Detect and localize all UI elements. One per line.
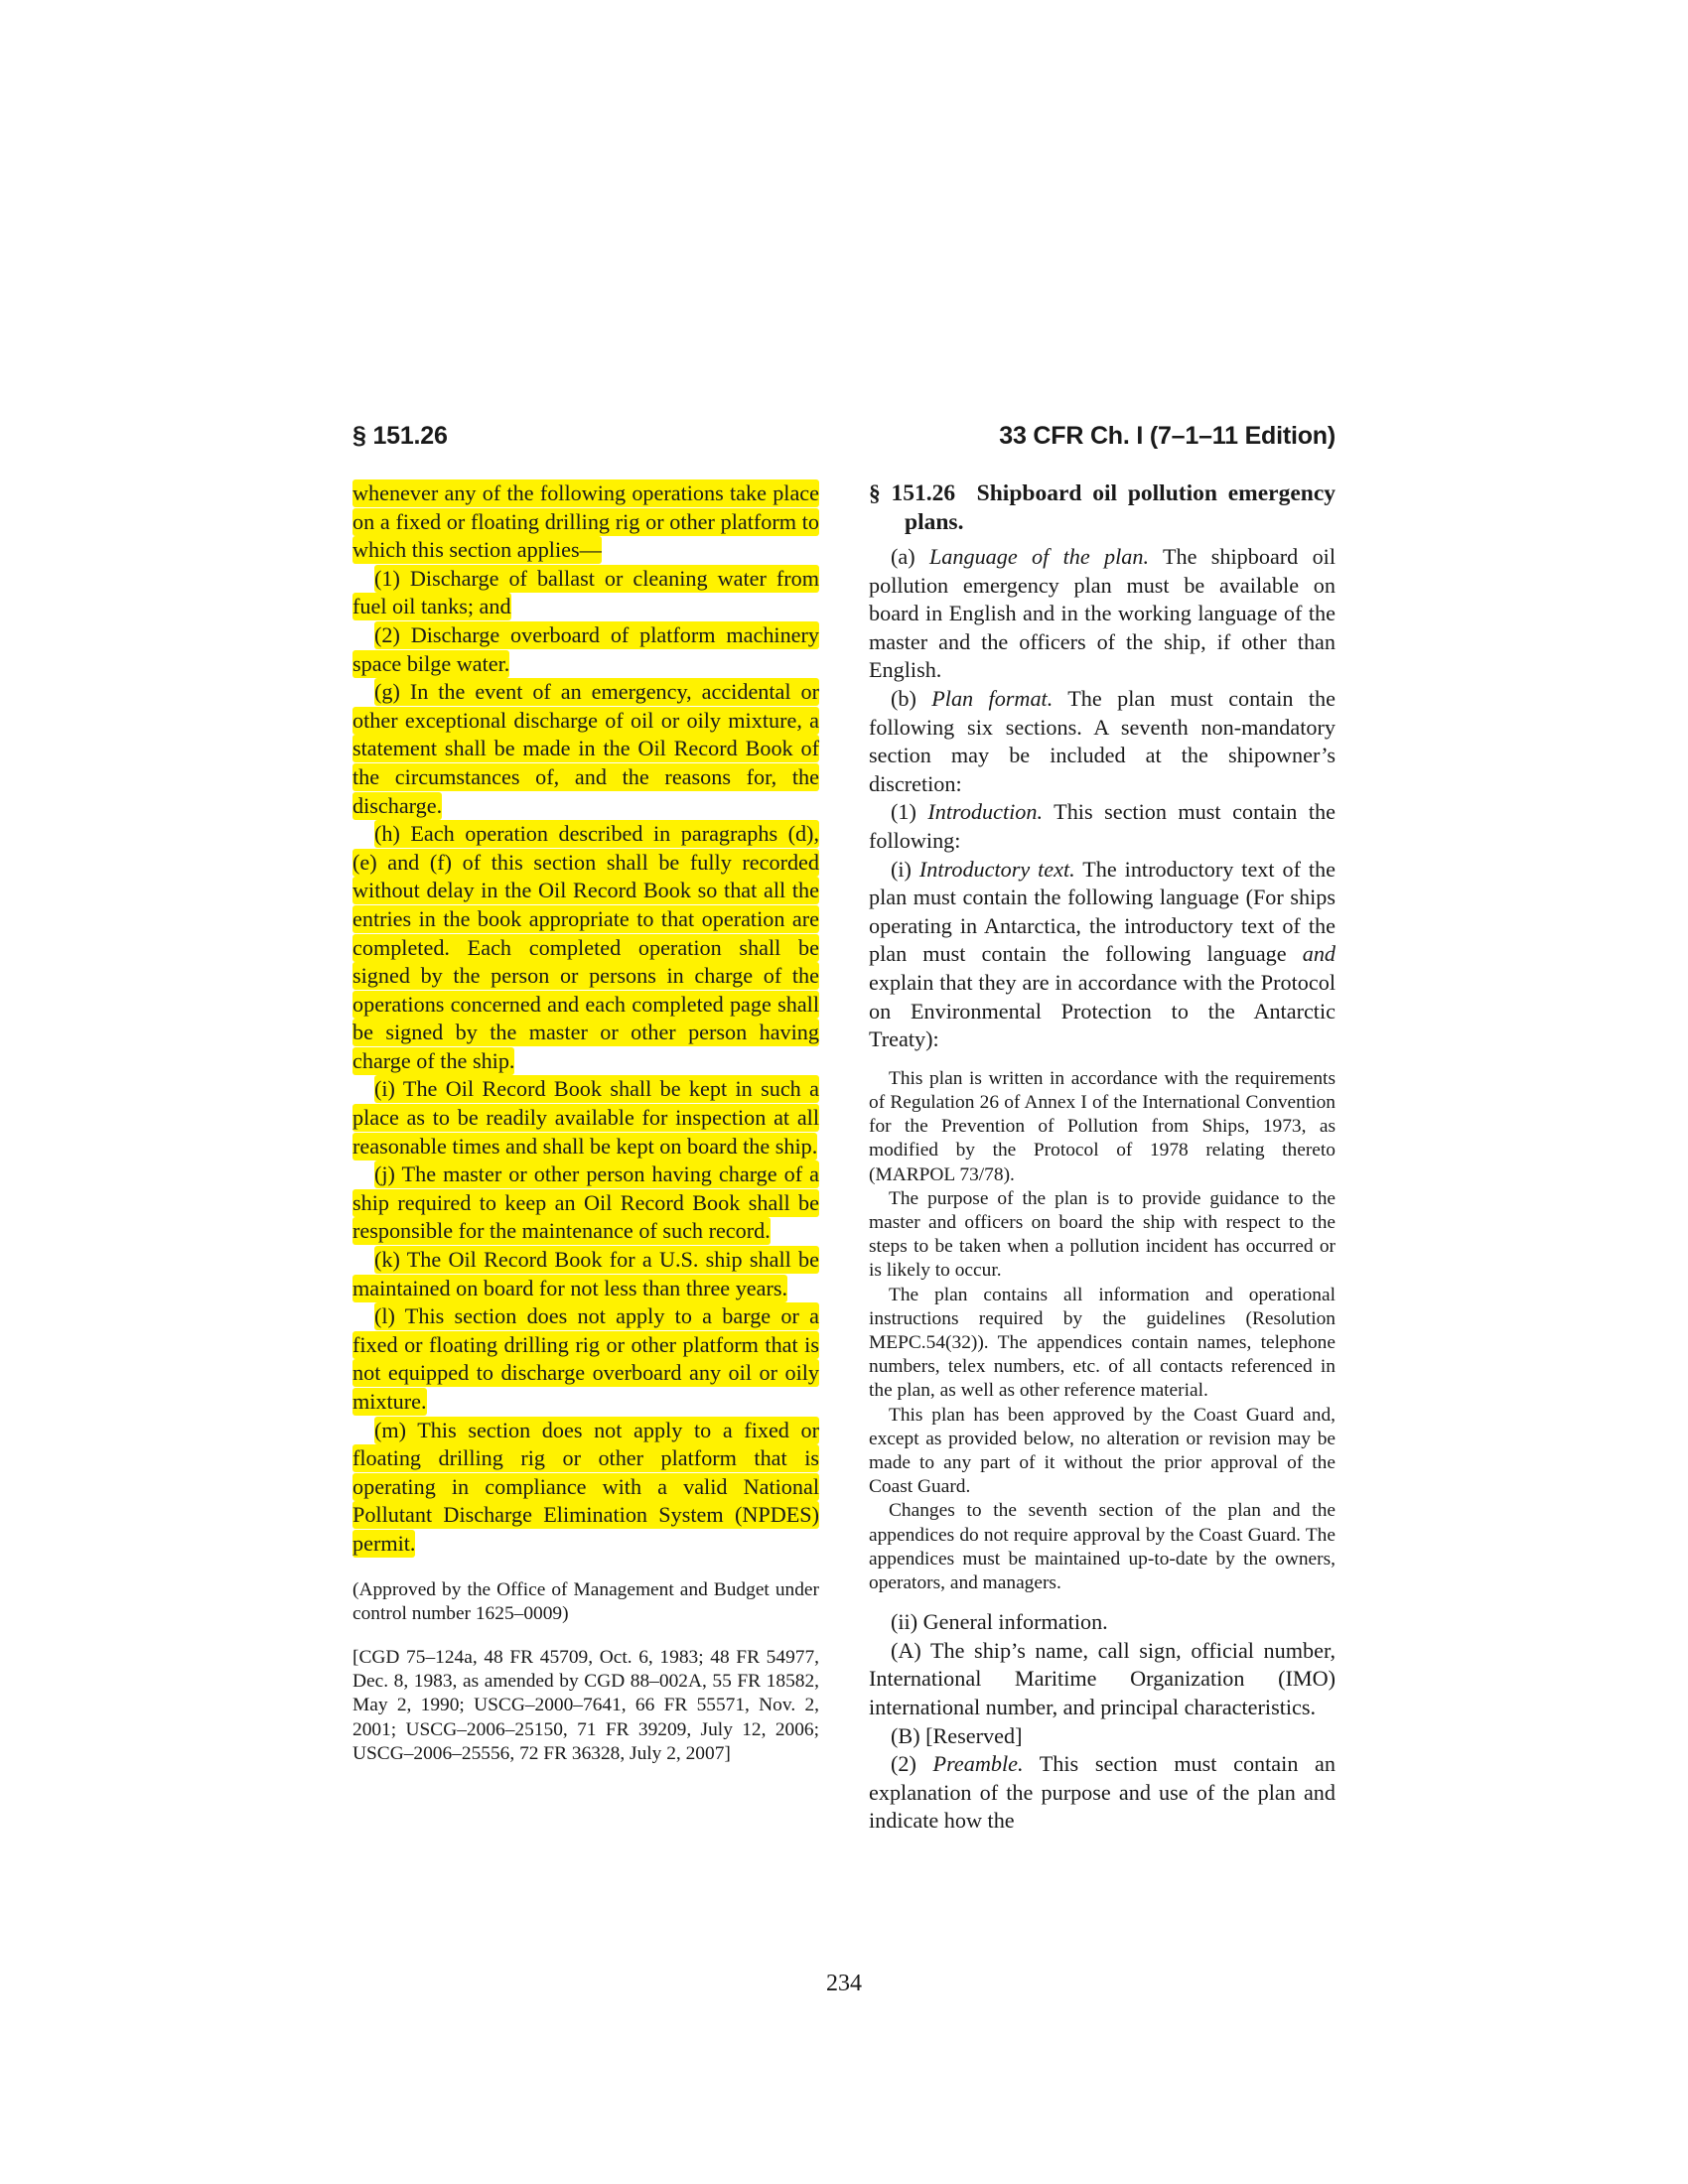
omb-approval-note: (Approved by the Office of Management and Budget under control number 1625–0009): [352, 1578, 819, 1624]
highlight-span: (l) This section does not apply to a barge or a fixed or floating drilling rig or other platform that is not equipped to discharge overboard any oil or oily mixture.: [352, 1303, 819, 1414]
spacer: [352, 1626, 819, 1646]
paragraph-b-1-i: [869, 856, 1336, 1054]
source-citation-note: [CGD 75–124a, 48 FR 45709, Oct. 6, 1983; 48 FR 54977, Dec. 8, 1983, as amended by CGD 88–002A, 55 FR 18582, May 2, 1990; USCG–2000–7641, 66 FR 55571, Nov. 2, 2001; USCG–2006–25150, 71 FR 39209, July 12, 2006; USCG–2006–25556, 72 FR 36328, July 2, 2007]: [352, 1646, 819, 1764]
running-head-edition: 33 CFR Ch. I (7–1–11 Edition): [999, 422, 1336, 450]
highlight-span: (h) Each operation described in paragraphs (d), (e) and (f) of this section shall be fully recorded without delay in the Oil Record Book so that all the entries in the book appropriate to that operation are completed. Each completed operation shall be signed by the person or persons in charge of the operations concerned and each completed page shall be signed by the master or other person having charge of the ship.: [352, 821, 819, 1073]
paragraph-B: (B) [Reserved]: [891, 1722, 1023, 1748]
spacer: [869, 1054, 1336, 1067]
paragraph-a-italic-term: Language of the plan.: [928, 544, 1150, 569]
quote-paragraph-3: The plan contains all information and operational instructions required by the guidelines (Resolution MEPC.54(32)). The appendices contain names, telephone numbers, telex numbers, etc. of all contacts referenced in the plan, as well as other reference material.: [869, 1284, 1336, 1402]
paragraph-2-body: This section must contain an explanation of the purpose and use of the plan and indicate how the: [869, 1751, 1336, 1834]
paragraph-b1i-italic-and: and: [1302, 941, 1336, 967]
paragraph-A: (A) The ship’s name, call sign, official number, International Maritime Organization (IMO) international number, and principal characteristics.: [869, 1637, 1336, 1719]
running-head-section: § 151.26: [352, 422, 448, 450]
paragraph-b1i-body-after: explain that they are in accordance with the Protocol on Environmental Protection to the Antarctic Treaty):: [869, 969, 1336, 1052]
highlight-span: (2) Discharge overboard of platform machinery space bilge water.: [352, 621, 819, 676]
section-heading-title: Shipboard oil pollution emergency plans.: [905, 480, 1336, 535]
page-number: 234: [826, 1971, 862, 1996]
paragraph-b1i-body-before: The introductory text of the plan must contain the following language (For ships operating in Antarctica, the introductory text of the plan must contain the following language: [869, 856, 1336, 967]
quote-paragraph-5: Changes to the seventh section of the plan and the appendices do not require approval by the Coast Guard. The appendices must be maintained up-to-date by the owners, operators, and managers.: [869, 1500, 1336, 1593]
paragraph-g: [352, 678, 819, 820]
paragraph-b1-body: This section must contain the following:: [869, 799, 1336, 853]
paragraph-b1i-label: (i): [891, 856, 912, 882]
highlight-span: (1) Discharge of ballast or cleaning water from fuel oil tanks; and: [352, 565, 819, 619]
paragraph-ii: (ii) General information.: [891, 1609, 1108, 1635]
paragraph-k: [352, 1246, 819, 1302]
highlight-span: (j) The master or other person having charge of a ship required to keep an Oil Record Book shall be responsible for the maintenance of such record.: [352, 1161, 819, 1244]
quote-paragraph-4: This plan has been approved by the Coast Guard and, except as provided below, no alteration or revision may be made to any part of it without the prior approval of the Coast Guard.: [869, 1404, 1336, 1498]
left-column: [352, 479, 819, 1939]
section-heading: [869, 479, 1336, 537]
paragraph-f-1: [352, 565, 819, 621]
right-column: [869, 479, 1336, 1939]
quote-paragraph-2: The purpose of the plan is to provide guidance to the master and officers on board the ship with respect to the steps to be taken when a pollution incident has occurred or is likely to occur.: [869, 1187, 1336, 1282]
paragraph-b-1: [869, 798, 1336, 855]
paragraph-2-italic-term: Preamble.: [932, 1751, 1024, 1777]
paragraph-a-label: (a): [891, 544, 915, 569]
spacer: [869, 1595, 1336, 1608]
paragraph-h: [352, 820, 819, 1075]
highlight-span: (i) The Oil Record Book shall be kept in such a place as to be readily available for inspection at all reasonable times and shall be kept on board the ship.: [352, 1076, 819, 1159]
paragraph-i: [352, 1075, 819, 1160]
paragraph-b-italic-term: Plan format.: [931, 685, 1054, 711]
paragraph-f-2: [352, 621, 819, 678]
paragraph-b1i-italic-term: Introductory text.: [918, 856, 1075, 882]
highlight-span: (m) This section does not apply to a fixed or floating drilling rig or other platform that is operating in compliance with a valid National Pollutant Discharge Elimination System (NPDES) permit.: [352, 1417, 819, 1556]
paragraph-m: [352, 1417, 819, 1559]
paragraph-a: [869, 543, 1336, 685]
two-column-body: [352, 479, 1336, 1939]
quote-paragraph-1: This plan is written in accordance with the requirements of Regulation 26 of Annex I of the International Convention for the Prevention of Pollution from Ships, 1973, as modified by the Protocol of 1978 relating thereto (MARPOL 73/78).: [869, 1067, 1336, 1185]
section-heading-number: § 151.26: [869, 480, 956, 506]
paragraph-b-body: The plan must contain the following six sections. A seventh non-mandatory section may be included at the shipowner’s discretion:: [869, 685, 1336, 796]
paragraph-2-label: (2): [891, 1751, 916, 1777]
highlight-span: (k) The Oil Record Book for a U.S. ship shall be maintained on board for not less than three years.: [352, 1247, 819, 1300]
paragraph-a-body: The shipboard oil pollution emergency plan must be available on board in English and in the working language of the master and the officers of the ship, if other than English.: [869, 544, 1336, 683]
paragraph-l: [352, 1302, 819, 1416]
paragraph-b-label: (b): [891, 685, 916, 711]
paragraph-b1-label: (1): [891, 799, 916, 825]
highlight-span: whenever any of the following operations take place on a fixed or floating drilling rig or other platform to which this section applies—: [352, 480, 819, 563]
paragraph-f-continuation: [352, 479, 819, 565]
running-head: [352, 422, 1336, 451]
paragraph-b1-italic-term: Introduction.: [927, 799, 1044, 825]
highlight-span: (g) In the event of an emergency, accidental or other exceptional discharge of oil or oily mixture, a statement shall be made in the Oil Record Book of the circumstances of, and the reasons for, the discharge.: [352, 679, 819, 818]
paragraph-2: [869, 1750, 1336, 1836]
paragraph-b: [869, 685, 1336, 798]
spacer: [352, 1559, 819, 1578]
paragraph-j: [352, 1160, 819, 1246]
